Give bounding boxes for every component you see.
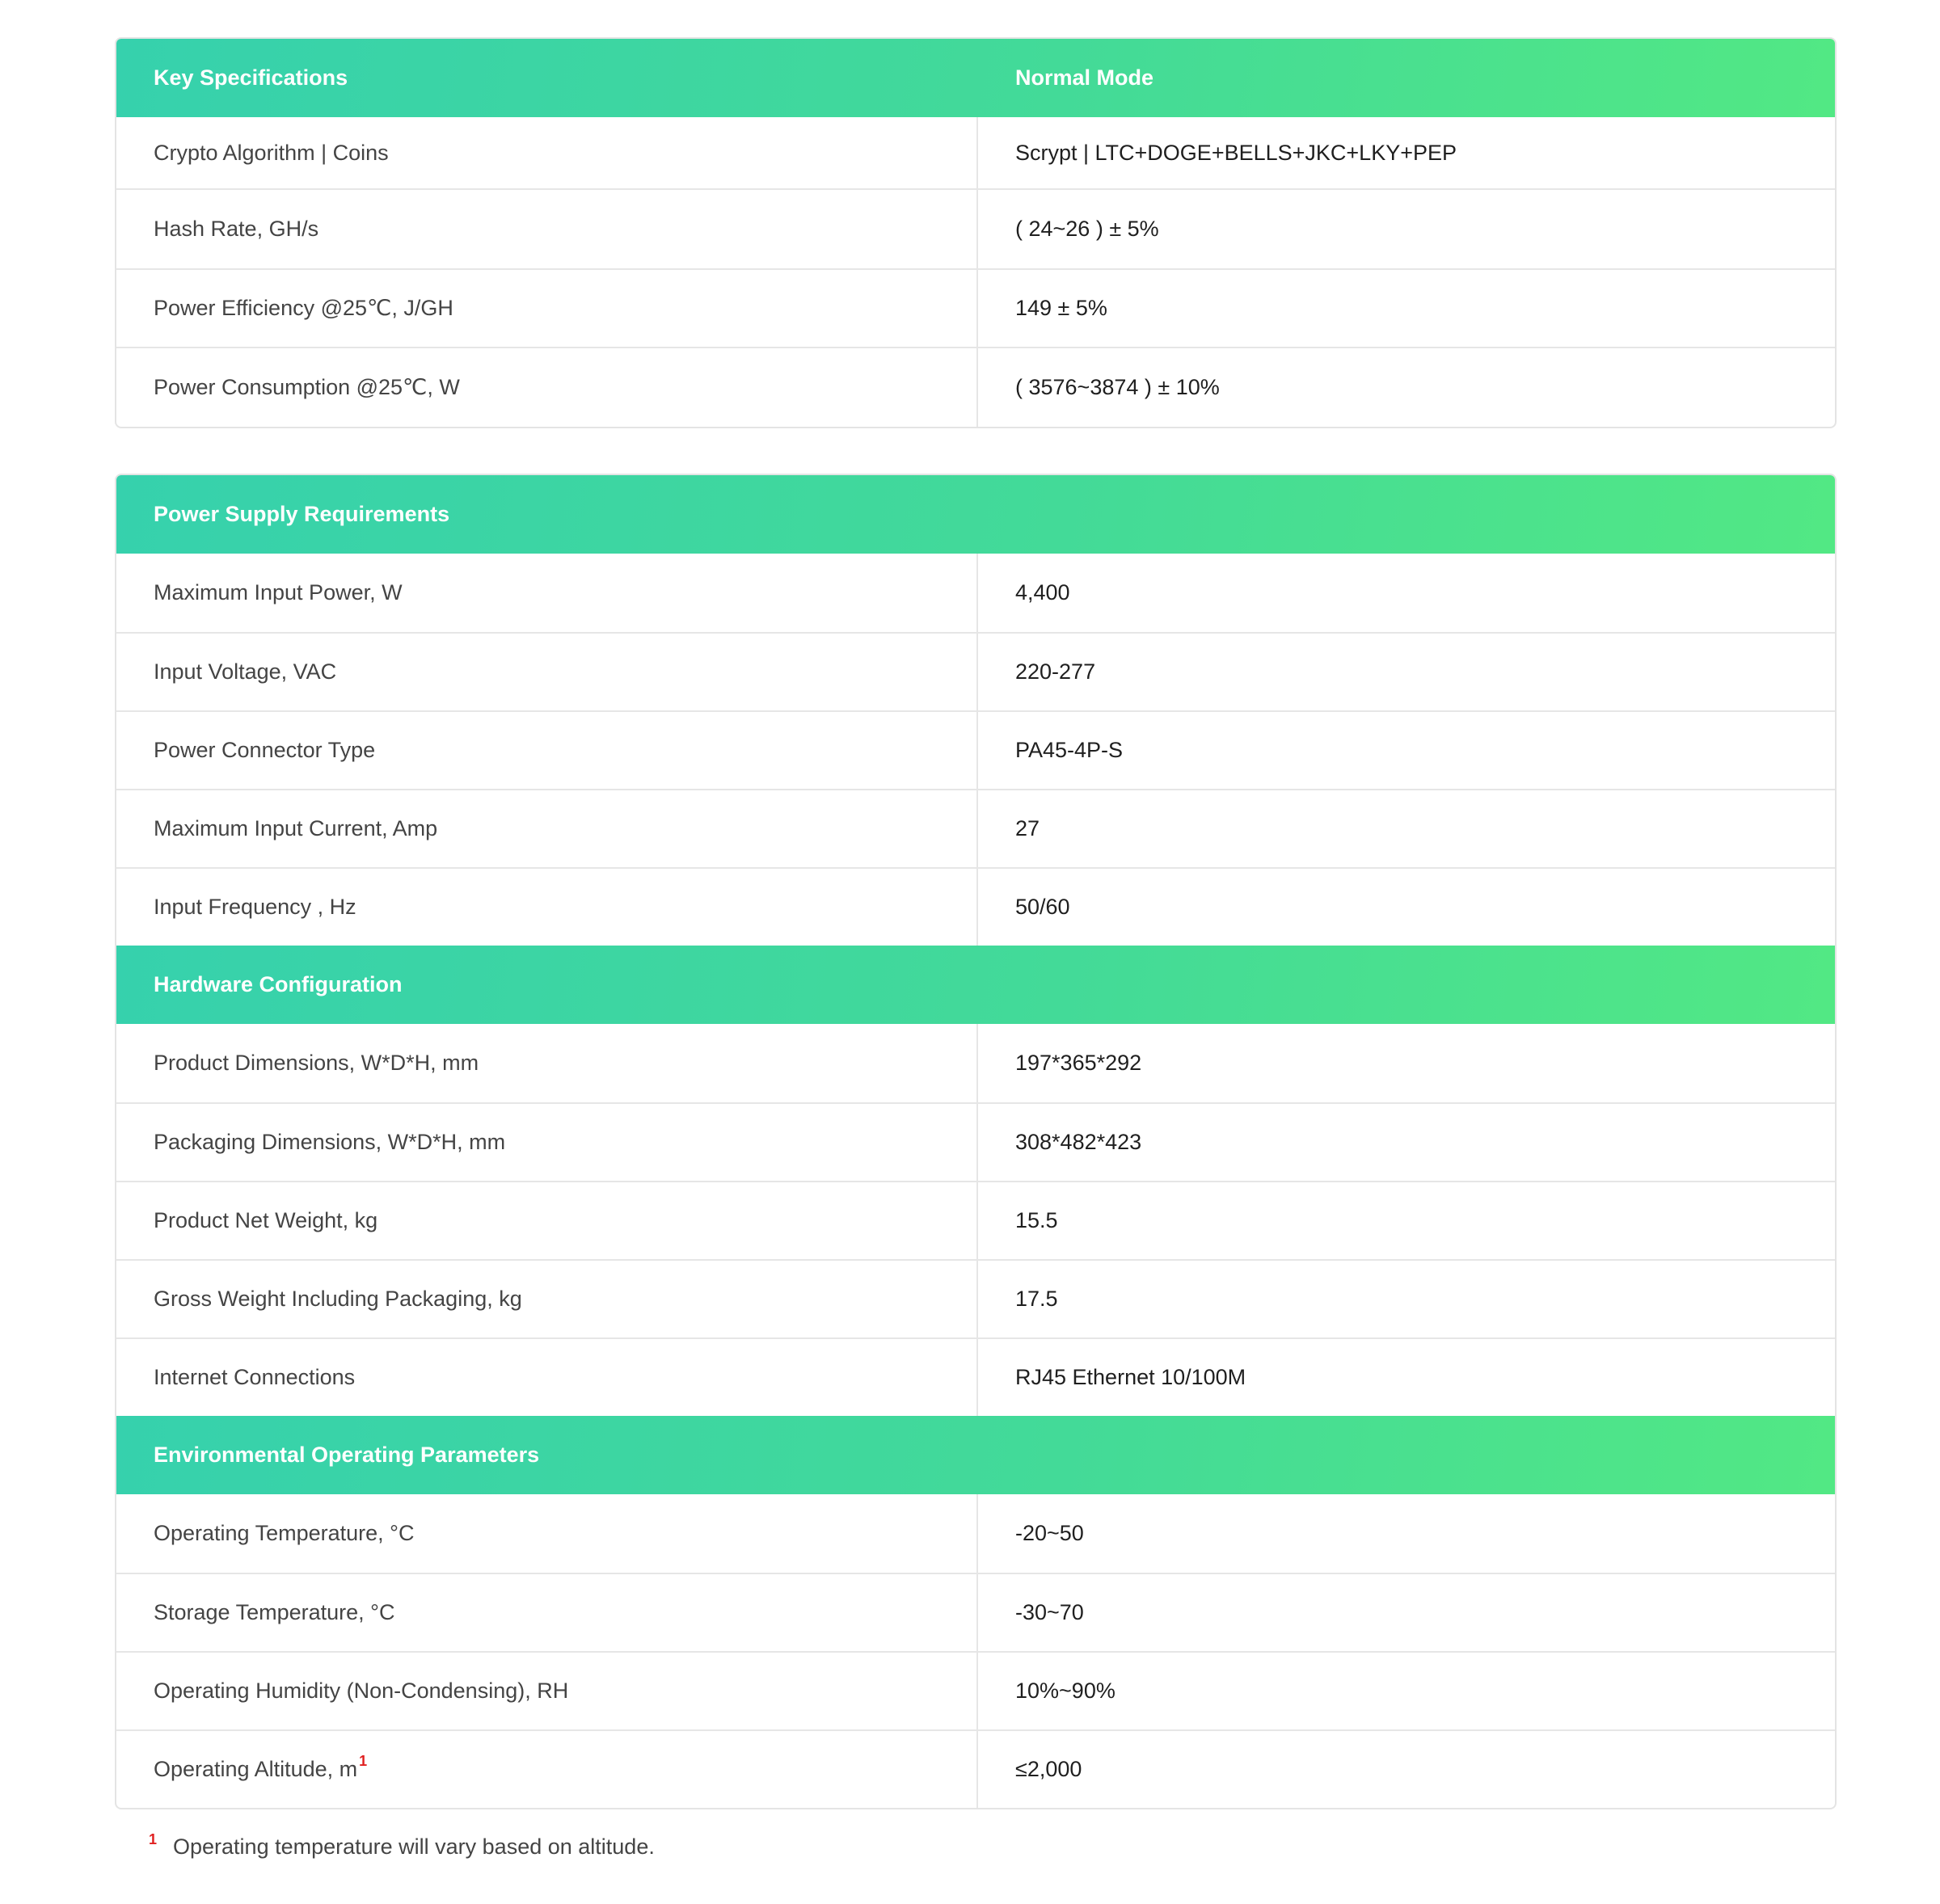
- table-row: [116, 1102, 1835, 1181]
- spec-value: 10%~90%: [1015, 1679, 1116, 1703]
- spec-value: -30~70: [1015, 1600, 1084, 1624]
- table-row: [116, 789, 1835, 867]
- spec-value: 220-277: [1015, 659, 1096, 684]
- spec-label: Power Connector Type: [116, 712, 978, 789]
- spec-value: Scrypt | LTC+DOGE+BELLS+JKC+LKY+PEP: [1015, 140, 1457, 165]
- spec-value: 50/60: [1015, 895, 1070, 919]
- key-specifications-header: [116, 39, 1835, 117]
- header-key-specifications: Key Specifications: [154, 65, 348, 90]
- spec-label: Maximum Input Power, W: [116, 554, 978, 632]
- footnote-text: Operating temperature will vary based on altitude.: [173, 1834, 655, 1859]
- footnote-mark: 1: [149, 1831, 158, 1847]
- spec-label: Operating Humidity (Non-Condensing), RH: [116, 1653, 978, 1729]
- spec-value: 15.5: [1015, 1208, 1058, 1232]
- table-row: [116, 117, 1835, 188]
- table-row: [116, 1259, 1835, 1337]
- spec-value: 4,400: [1015, 580, 1070, 604]
- spec-label: Packaging Dimensions, W*D*H, mm: [116, 1104, 978, 1181]
- section-title: Hardware Configuration: [154, 972, 403, 996]
- table-row: [116, 1494, 1835, 1573]
- spec-value: PA45-4P-S: [1015, 738, 1124, 762]
- spec-value: ( 24~26 ) ± 5%: [1015, 217, 1159, 241]
- section-title: Environmental Operating Parameters: [154, 1443, 540, 1467]
- spec-label: Operating Altitude, m: [154, 1757, 358, 1781]
- spec-value: 149 ± 5%: [1015, 296, 1107, 320]
- table-row: [116, 1181, 1835, 1259]
- spec-label: Power Efficiency @25℃, J/GH: [116, 270, 978, 347]
- spec-label: Gross Weight Including Packaging, kg: [116, 1261, 978, 1337]
- spec-value: 197*365*292: [1015, 1051, 1142, 1075]
- spec-label: Input Frequency , Hz: [116, 869, 978, 946]
- spec-value: 308*482*423: [1015, 1130, 1142, 1154]
- spec-label: Crypto Algorithm | Coins: [116, 117, 978, 188]
- spec-label: Power Consumption @25℃, W: [116, 348, 978, 427]
- spec-label: Storage Temperature, °C: [116, 1574, 978, 1651]
- footnote: [149, 1831, 655, 1860]
- hardware-section-header: [116, 946, 1835, 1024]
- table-row: [116, 268, 1835, 347]
- requirements-table: [115, 474, 1837, 1809]
- table-row: [116, 554, 1835, 632]
- spec-label: Hash Rate, GH/s: [116, 190, 978, 268]
- spec-label: Product Dimensions, W*D*H, mm: [116, 1024, 978, 1102]
- table-row: [116, 632, 1835, 710]
- spec-value: 17.5: [1015, 1287, 1058, 1311]
- spec-value: -20~50: [1015, 1521, 1084, 1545]
- table-row: [116, 1024, 1835, 1102]
- table-row: [116, 1337, 1835, 1416]
- spec-label: Internet Connections: [116, 1339, 978, 1416]
- table-row: [116, 1573, 1835, 1651]
- header-normal-mode: Normal Mode: [1015, 65, 1154, 90]
- spec-value: ( 3576~3874 ) ± 10%: [1015, 375, 1220, 399]
- table-row: [116, 347, 1835, 427]
- spec-label-with-footnote: [116, 1731, 978, 1808]
- spec-value: 27: [1015, 816, 1040, 840]
- footnote-reference: 1: [359, 1753, 368, 1769]
- table-row: [116, 1729, 1835, 1808]
- table-row: [116, 867, 1835, 946]
- table-row: [116, 710, 1835, 789]
- spec-label: Product Net Weight, kg: [116, 1182, 978, 1259]
- spec-value: ≤2,000: [1015, 1757, 1082, 1781]
- power-supply-section-header: [116, 475, 1835, 554]
- spec-label: Maximum Input Current, Amp: [116, 790, 978, 867]
- spec-label: Input Voltage, VAC: [116, 634, 978, 710]
- table-row: [116, 188, 1835, 268]
- spec-label: Operating Temperature, °C: [116, 1494, 978, 1573]
- spec-value: RJ45 Ethernet 10/100M: [1015, 1365, 1246, 1389]
- environment-section-header: [116, 1416, 1835, 1494]
- section-title: Power Supply Requirements: [154, 502, 450, 526]
- table-row: [116, 1651, 1835, 1729]
- key-specifications-table: [115, 37, 1837, 428]
